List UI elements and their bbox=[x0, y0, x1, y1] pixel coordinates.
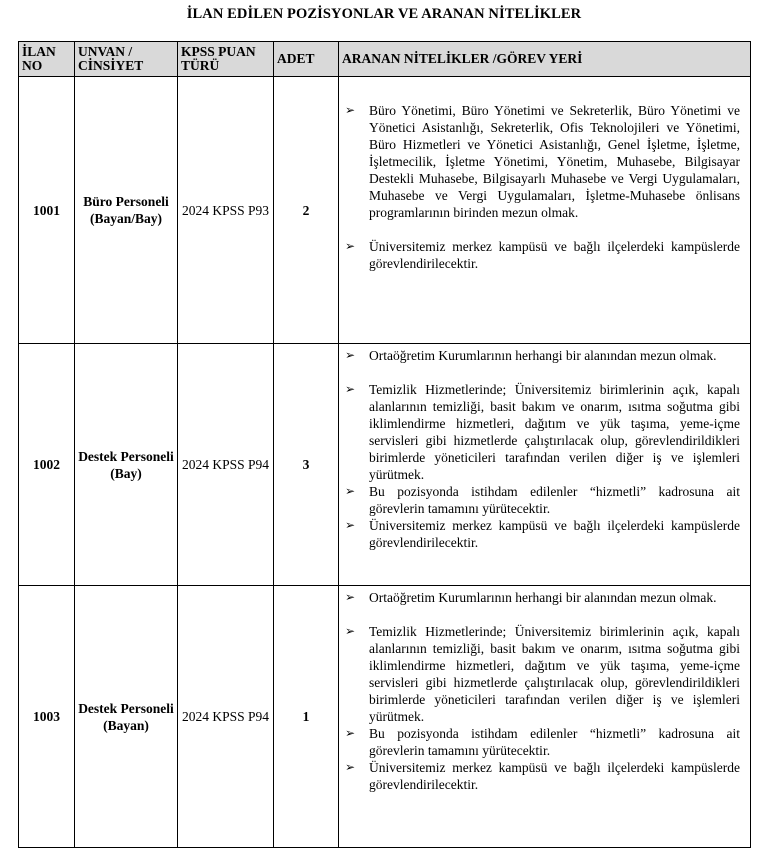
table-row bbox=[19, 344, 751, 586]
kpss-cell: 2024 KPSS P94 bbox=[178, 344, 274, 586]
arrowhead-bullet-icon: ➢ bbox=[345, 239, 356, 253]
requirement-item bbox=[343, 102, 740, 221]
adet-cell: 2 bbox=[274, 77, 339, 344]
ilan-no-cell: 1001 bbox=[19, 77, 75, 344]
kpss-cell: 2024 KPSS P93 bbox=[178, 77, 274, 344]
table-row bbox=[19, 586, 751, 848]
arrowhead-bullet-icon: ➢ bbox=[345, 726, 356, 740]
adet-cell: 1 bbox=[274, 586, 339, 848]
requirement-item bbox=[343, 517, 740, 551]
requirements-cell bbox=[339, 586, 751, 848]
requirement-item bbox=[343, 381, 740, 483]
requirement-item bbox=[343, 347, 740, 364]
unvan-cell: Destek Personeli (Bayan) bbox=[75, 586, 178, 848]
header-ilan-no: İLAN NO bbox=[19, 42, 75, 77]
requirements-cell bbox=[339, 77, 751, 344]
requirement-text: Temizlik Hizmetlerinde; Üniversitemiz birimlerinin açık, kapalı alanlarının temizliği, basit bakım ve onarım, ısıtma soğutma gibi iklimlendirme hizmetleri, dağıtım ve yük taşıma, yeme-içme servisleri gibi hizmetlerde çalıştırılacak olup, görevlendirildikleri birimlerde yöneticileri tarafından verilen diğer iş ve işlemleri yürütmek. bbox=[369, 624, 740, 724]
requirement-text: Ortaöğretim Kurumlarının herhangi bir alanından mezun olmak. bbox=[369, 590, 717, 605]
kpss-cell: 2024 KPSS P94 bbox=[178, 586, 274, 848]
requirement-item bbox=[343, 483, 740, 517]
positions-table bbox=[18, 41, 751, 848]
header-row bbox=[19, 42, 751, 77]
requirement-item bbox=[343, 589, 740, 606]
requirements-list bbox=[343, 102, 740, 272]
header-adet: ADET bbox=[274, 42, 339, 77]
table-row bbox=[19, 77, 751, 344]
requirements-list bbox=[343, 589, 740, 793]
requirement-text: Üniversitemiz merkez kampüsü ve bağlı ilçelerdeki kampüslerde görevlendirilecektir. bbox=[369, 760, 740, 792]
ilan-no-cell: 1003 bbox=[19, 586, 75, 848]
unvan-cell: Destek Personeli (Bay) bbox=[75, 344, 178, 586]
header-unvan: UNVAN / CİNSİYET bbox=[75, 42, 178, 77]
arrowhead-bullet-icon: ➢ bbox=[345, 518, 356, 532]
arrowhead-bullet-icon: ➢ bbox=[345, 484, 356, 498]
requirement-text: Bu pozisyonda istihdam edilenler “hizmetli” kadrosuna ait görevlerin tamamını yürütecektir. bbox=[369, 484, 740, 516]
adet-cell: 3 bbox=[274, 344, 339, 586]
arrowhead-bullet-icon: ➢ bbox=[345, 382, 356, 396]
arrowhead-bullet-icon: ➢ bbox=[345, 590, 356, 604]
requirement-text: Büro Yönetimi, Büro Yönetimi ve Sekreterlik, Büro Yönetimi ve Yönetici Asistanlığı, Sekreterlik, Ofis Teknolojileri ve Yönetimi, Büro Hizmetleri ve Yönetici Asistanlığı, Genel İşletme, İşletme, İşletmecilik, İşletme Yönetimi, Yönetim, Muhasebe, Bilgisayar Destekli Muhasebe, Bilgisayarlı Muhasebe ve Vergi Uygulamaları, Muhasebe ve Vergi Uygulamaları, İşletme-Muhasebe önlisans programlarının birinden mezun olmak. bbox=[369, 103, 740, 220]
arrowhead-bullet-icon: ➢ bbox=[345, 760, 356, 774]
ilan-no-cell: 1002 bbox=[19, 344, 75, 586]
requirement-item bbox=[343, 759, 740, 793]
requirement-text: Bu pozisyonda istihdam edilenler “hizmetli” kadrosuna ait görevlerin tamamını yürütecektir. bbox=[369, 726, 740, 758]
arrowhead-bullet-icon: ➢ bbox=[345, 103, 356, 117]
header-kpss: KPSS PUAN TÜRÜ bbox=[178, 42, 274, 77]
requirement-text: Temizlik Hizmetlerinde; Üniversitemiz birimlerinin açık, kapalı alanlarının temizliği, basit bakım ve onarım, ısıtma soğutma gibi iklimlendirme hizmetleri, dağıtım ve yük taşıma, yeme-içme servisleri gibi hizmetlerde çalıştırılacak olup, görevlendirildikleri birimlerde yöneticileri tarafından verilen diğer iş ve işlemleri yürütmek. bbox=[369, 382, 740, 482]
unvan-cell: Büro Personeli (Bayan/Bay) bbox=[75, 77, 178, 344]
page-title: İLAN EDİLEN POZİSYONLAR VE ARANAN NİTELİKLER bbox=[186, 6, 582, 22]
requirement-text: Ortaöğretim Kurumlarının herhangi bir alanından mezun olmak. bbox=[369, 348, 717, 363]
header-nitelikler: ARANAN NİTELİKLER /GÖREV YERİ bbox=[339, 42, 751, 77]
requirement-item bbox=[343, 623, 740, 725]
requirement-text: Üniversitemiz merkez kampüsü ve bağlı ilçelerdeki kampüslerde görevlendirilecektir. bbox=[369, 239, 740, 271]
requirement-item bbox=[343, 725, 740, 759]
arrowhead-bullet-icon: ➢ bbox=[345, 348, 356, 362]
requirement-text: Üniversitemiz merkez kampüsü ve bağlı ilçelerdeki kampüslerde görevlendirilecektir. bbox=[369, 518, 740, 550]
requirements-list bbox=[343, 347, 740, 551]
arrowhead-bullet-icon: ➢ bbox=[345, 624, 356, 638]
requirement-item bbox=[343, 238, 740, 272]
requirements-cell bbox=[339, 344, 751, 586]
